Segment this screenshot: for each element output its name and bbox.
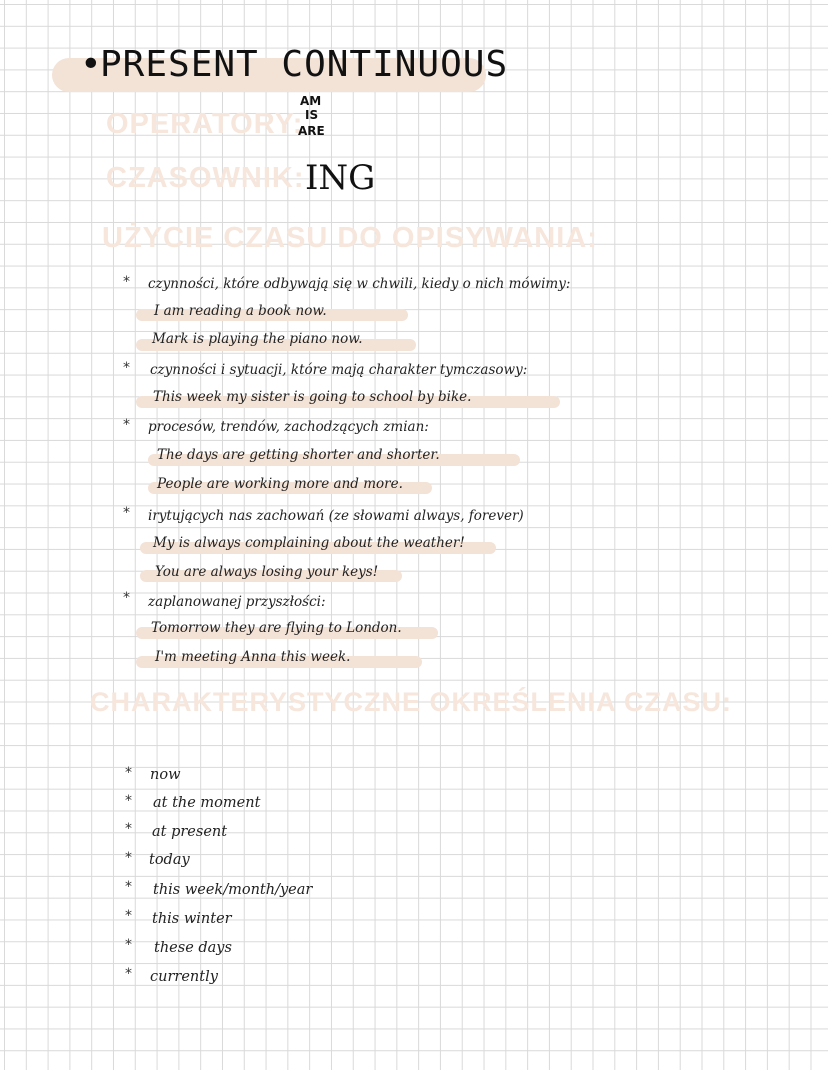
usage-example: I'm meeting Anna this week. (155, 649, 351, 665)
usage-example: The days are getting shorter and shorter. (157, 447, 440, 463)
page-title: PRESENT CONTINUOUS (100, 44, 509, 85)
usage-example: This week my sister is going to school by bike. (153, 389, 472, 405)
usage-description: czynności, które odbywają się w chwili, kiedy o nich mówimy: (148, 276, 571, 292)
operator-is: IS (305, 108, 319, 122)
time-expression: at present (152, 824, 228, 840)
operators-label: OPERATORY: (106, 108, 304, 140)
list-marker: * (125, 850, 132, 866)
list-marker: * (125, 966, 132, 982)
verb-label: CZASOWNIK: (106, 162, 305, 194)
usage-example: Mark is playing the piano now. (152, 331, 363, 347)
time-expressions-heading: CHARAKTERYSTYCZNE OKREŚLENIA CZASU: (90, 687, 733, 717)
usage-example: I am reading a book now. (154, 303, 327, 319)
list-marker: * (125, 793, 132, 809)
usage-heading: UŻYCIE CZASU DO OPISYWANIA: (102, 222, 598, 254)
time-expression: this winter (152, 911, 232, 927)
usage-marker: * (123, 274, 130, 290)
verb-ending: ING (305, 158, 376, 198)
usage-example: Tomorrow they are flying to London. (151, 620, 402, 636)
usage-marker: * (123, 417, 130, 433)
operator-am: AM (300, 94, 322, 108)
list-marker: * (125, 821, 132, 837)
time-expression: now (150, 767, 181, 783)
time-expression: at the moment (153, 795, 261, 811)
list-marker: * (125, 908, 132, 924)
usage-description: zaplanowanej przyszłości: (148, 594, 326, 610)
usage-marker: * (123, 590, 130, 606)
usage-description: czynności i sytuacji, które mają charakter tymczasowy: (150, 362, 528, 378)
usage-marker: * (123, 360, 130, 376)
list-marker: * (125, 937, 132, 953)
usage-description: irytujących nas zachowań (ze słowami always, forever) (148, 508, 524, 524)
operator-are: ARE (298, 124, 325, 138)
time-expression: these days (154, 940, 232, 956)
usage-example: You are always losing your keys! (155, 564, 379, 580)
time-expression: currently (150, 969, 218, 985)
time-expression: this week/month/year (153, 882, 313, 898)
time-expression: today (149, 852, 190, 868)
list-marker: * (125, 879, 132, 895)
usage-description: procesów, trendów, zachodzących zmian: (148, 419, 429, 435)
usage-marker: * (123, 505, 130, 521)
usage-example: People are working more and more. (157, 476, 403, 492)
usage-example: My is always complaining about the weather! (153, 535, 465, 551)
title-bullet: • (80, 44, 103, 85)
list-marker: * (125, 765, 132, 781)
